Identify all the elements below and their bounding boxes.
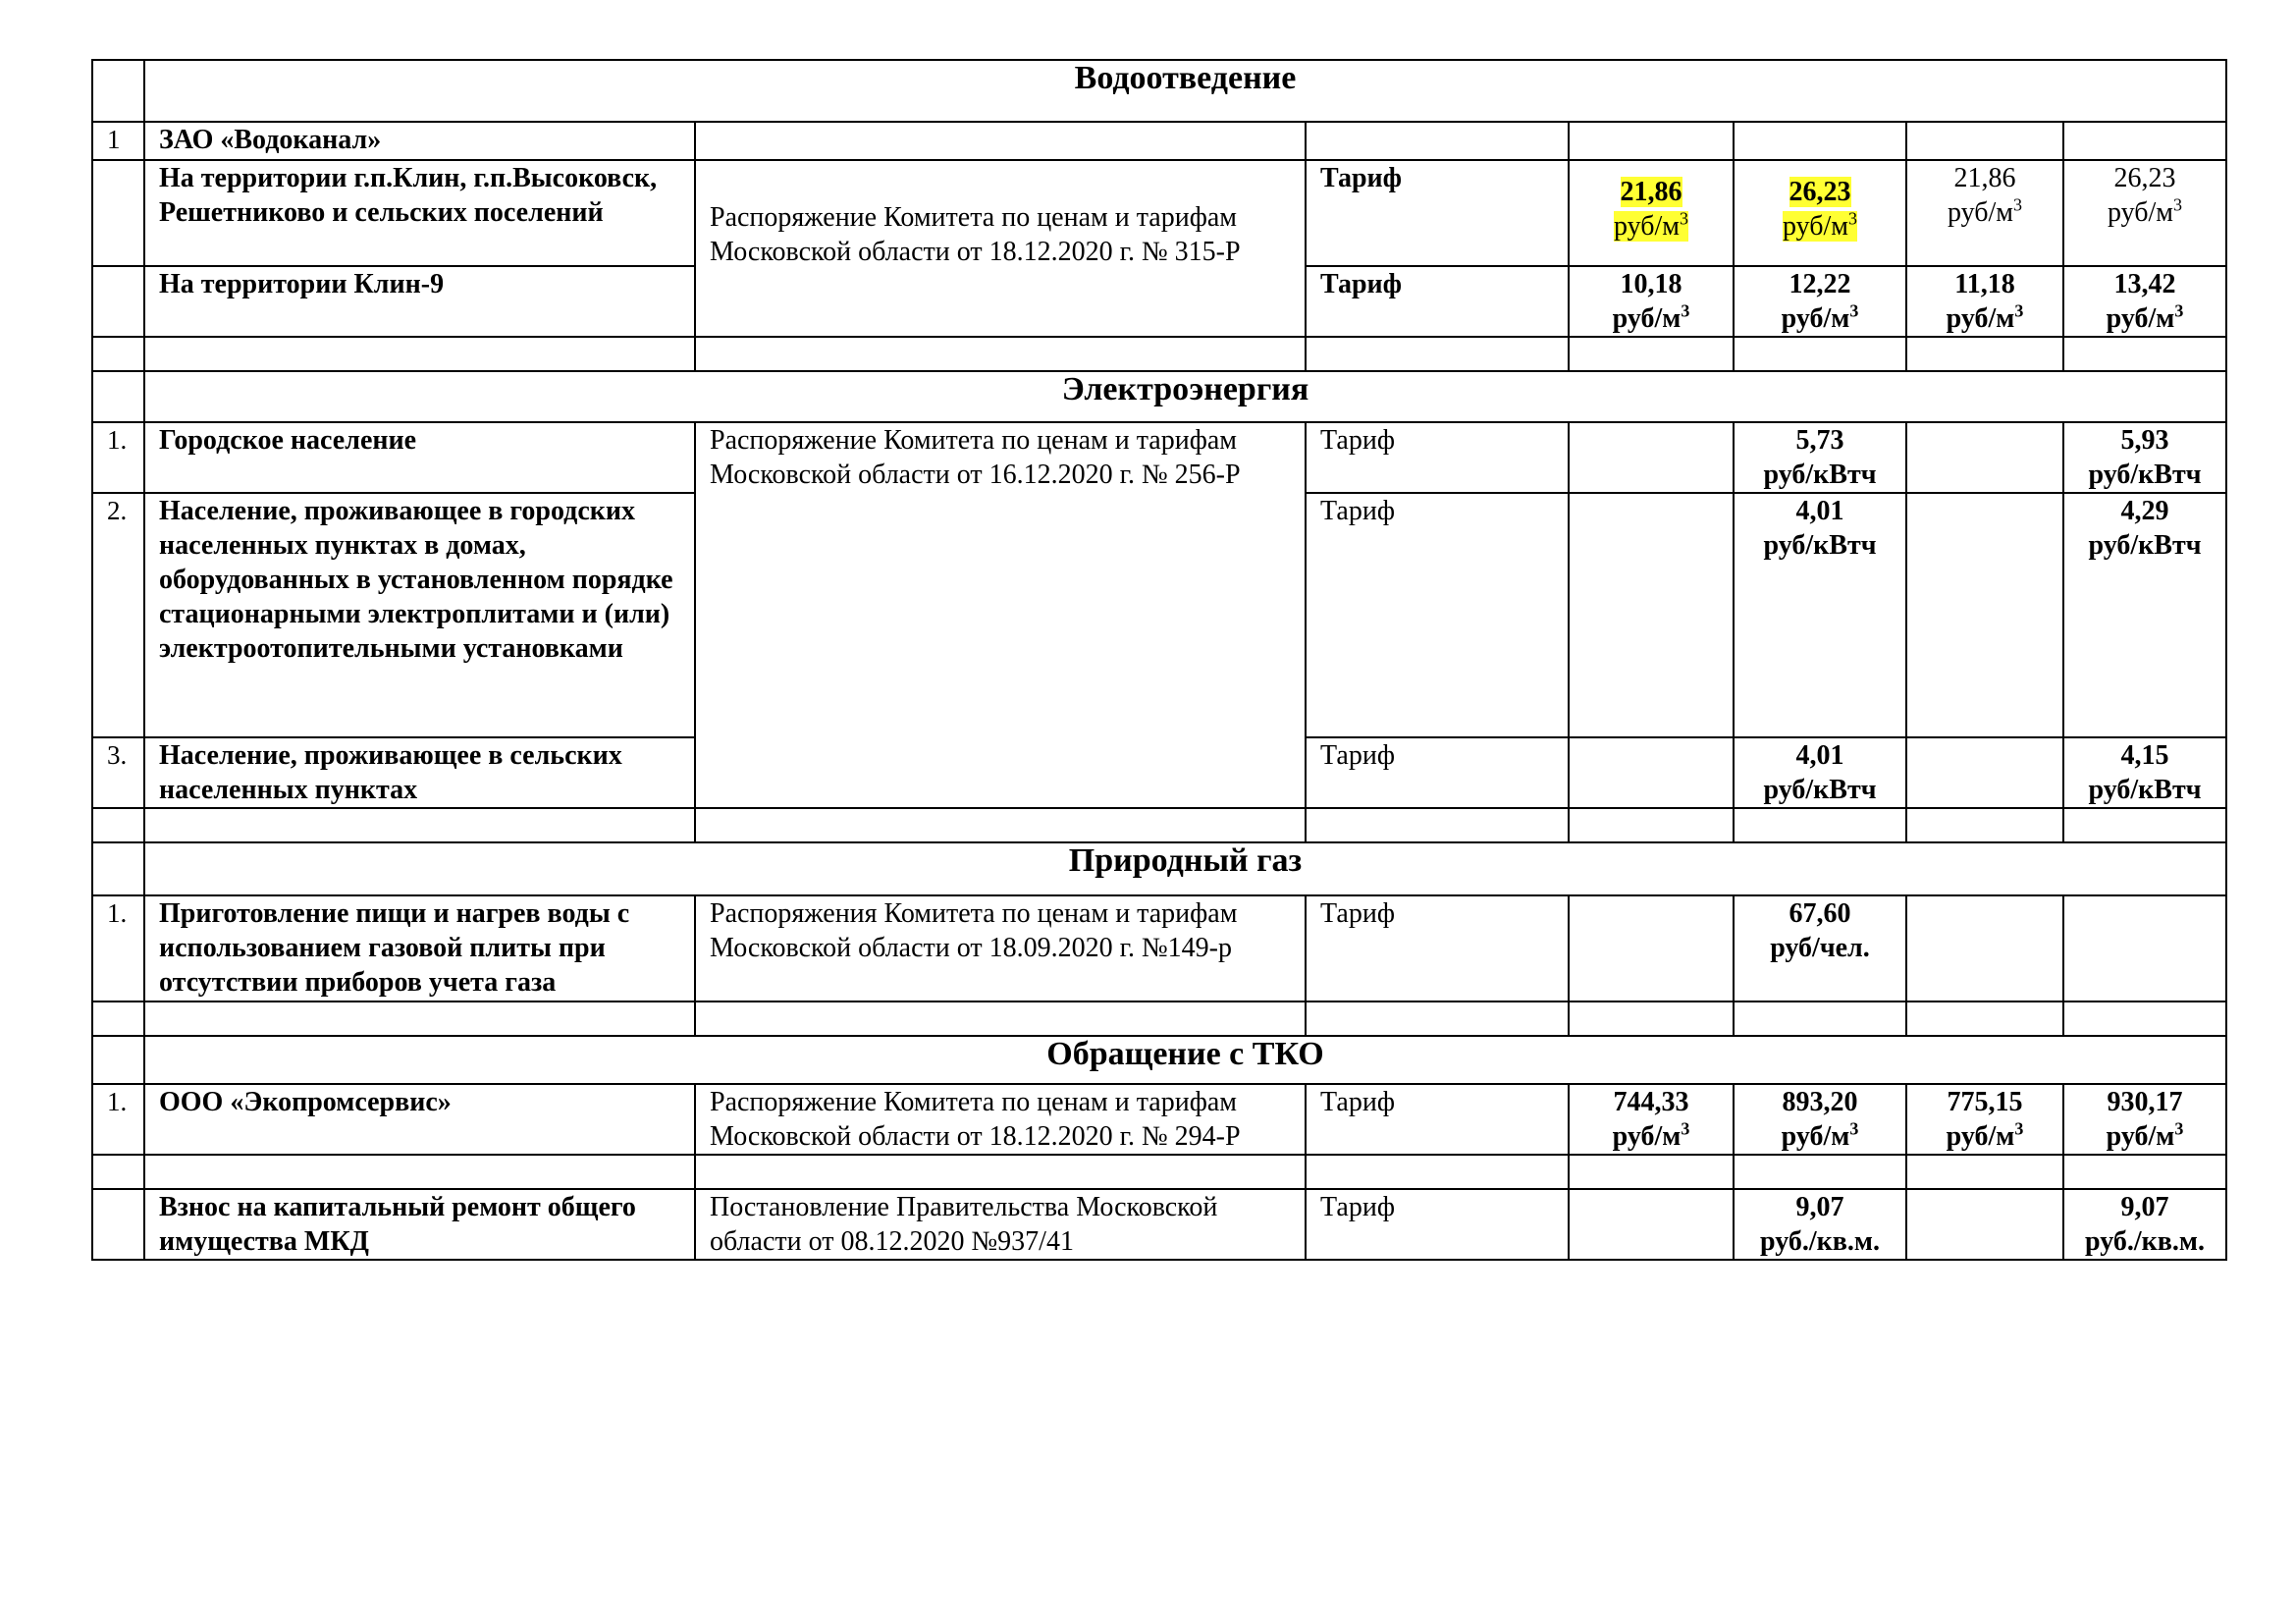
row-label: Приготовление пищи и нагрев воды с использованием газовой плиты при отсутствии приборов учета газа: [144, 895, 695, 1001]
section-header-gas: [92, 842, 2226, 895]
tariff-value-2: 26,23 руб/$м^3$: [1734, 160, 1906, 266]
tariff-value-2: 9,07 руб./кв.м.: [1734, 1189, 1906, 1260]
table-row: [92, 1189, 2226, 1260]
section-header-electric: [92, 371, 2226, 422]
tariff-value-1: 744,33 руб/$м^3$: [1569, 1084, 1734, 1155]
section-title-waste: Обращение с ТКО: [144, 1036, 2226, 1084]
spacer-row: [92, 808, 2226, 842]
tariff-value-3: 775,15 руб/$м^3$: [1906, 1084, 2063, 1155]
section-title-gas: Природный газ: [144, 842, 2226, 895]
section-header-water: [92, 60, 2226, 122]
company-row-water: [92, 122, 2226, 160]
tariff-value-3: 21,86 руб/$м^3$: [1906, 160, 2063, 266]
regulation-doc: Распоряжение Комитета по ценам и тарифам Московской области от 16.12.2020 г. № 256-Р: [695, 422, 1306, 808]
section-title-electric: Электроэнергия: [144, 371, 2226, 422]
tariff-value-4: 13,42 руб/$м^3$: [2063, 266, 2226, 337]
table-row: [92, 1084, 2226, 1155]
spacer-row: [92, 337, 2226, 371]
regulation-doc: Распоряжение Комитета по ценам и тарифам Московской области от 18.12.2020 г. № 315-Р: [695, 160, 1306, 337]
tariff-value-4: 930,17 руб/$м^3$: [2063, 1084, 2226, 1155]
company-name: ЗАО «Водоканал»: [144, 122, 695, 160]
regulation-doc: Распоряжения Комитета по ценам и тарифам Московской области от 18.09.2020 г. №149-р: [695, 895, 1306, 1001]
row-label: Население, проживающее в городских населенных пунктах в домах, оборудованных в установленном порядке стационарными электроплитами и (или) электроотопительными установками: [144, 493, 695, 737]
row-number: 1.: [92, 895, 144, 1001]
row-label: На территории г.п.Клин, г.п.Высоковск, Решетниково и сельских поселений: [144, 160, 695, 266]
row-label: Городское население: [144, 422, 695, 493]
row-label: ООО «Экопромсервис»: [144, 1084, 695, 1155]
tariff-label: Тариф: [1306, 160, 1569, 266]
spacer-row: [92, 1001, 2226, 1036]
tariff-label: Тариф: [1306, 493, 1569, 737]
row-label: Население, проживающее в сельских населенных пунктах: [144, 737, 695, 808]
tariff-label: Тариф: [1306, 422, 1569, 493]
tariff-value-1: 10,18 руб/$м^3$: [1569, 266, 1734, 337]
row-number: 1.: [92, 1084, 144, 1155]
tariff-value-4: 26,23 руб/$м^3$: [2063, 160, 2226, 266]
tariff-value-4: 5,93 руб/кВтч: [2063, 422, 2226, 493]
tariff-label: Тариф: [1306, 1084, 1569, 1155]
tariff-value-2: 893,20 руб/$м^3$: [1734, 1084, 1906, 1155]
tariff-value-2: 67,60 руб/чел.: [1734, 895, 1906, 1001]
row-number: 2.: [92, 493, 144, 737]
tariff-value-2: 4,01 руб/кВтч: [1734, 493, 1906, 737]
row-number: 1.: [92, 422, 144, 493]
table-row: [92, 160, 2226, 266]
table-row: [92, 895, 2226, 1001]
row-label: Взнос на капитальный ремонт общего имущества МКД: [144, 1189, 695, 1260]
tariff-value-2: 5,73 руб/кВтч: [1734, 422, 1906, 493]
tariff-table: [91, 59, 2227, 1261]
tariff-label: Тариф: [1306, 895, 1569, 1001]
tariff-value-2: 12,22 руб/$м^3$: [1734, 266, 1906, 337]
row-label: На территории Клин-9: [144, 266, 695, 337]
regulation-doc: Распоряжение Комитета по ценам и тарифам Московской области от 18.12.2020 г. № 294-Р: [695, 1084, 1306, 1155]
tariff-value-1: 21,86 руб/$м^3$: [1569, 160, 1734, 266]
tariff-value-4: 4,15 руб/кВтч: [2063, 737, 2226, 808]
section-header-waste: [92, 1036, 2226, 1084]
spacer-row: [92, 1155, 2226, 1189]
tariff-value-2: 4,01 руб/кВтч: [1734, 737, 1906, 808]
tariff-label: Тариф: [1306, 1189, 1569, 1260]
row-number: 1: [92, 122, 144, 160]
tariff-label: Тариф: [1306, 266, 1569, 337]
table-row: [92, 422, 2226, 493]
row-number: 3.: [92, 737, 144, 808]
tariff-value-4: 4,29 руб/кВтч: [2063, 493, 2226, 737]
tariff-value-4: 9,07 руб./кв.м.: [2063, 1189, 2226, 1260]
section-title-water: Водоотведение: [144, 60, 2226, 122]
regulation-doc: Постановление Правительства Московской области от 08.12.2020 №937/41: [695, 1189, 1306, 1260]
tariff-value-3: 11,18 руб/$м^3$: [1906, 266, 2063, 337]
tariff-label: Тариф: [1306, 737, 1569, 808]
